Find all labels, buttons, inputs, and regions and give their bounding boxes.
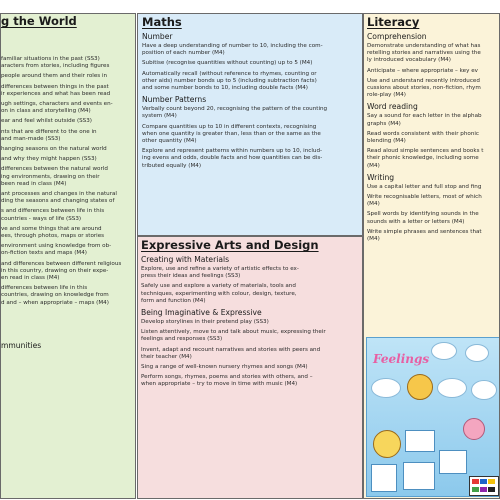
objective-line: ugh settings, characters and events en- <box>1 101 113 108</box>
objective-text <box>367 229 499 243</box>
understanding-title: g the World <box>1 14 77 28</box>
objective-line: (M4) <box>367 236 380 243</box>
objective-line: nts that are different to the one in <box>1 128 97 135</box>
objective-line: differences between the natural world <box>1 166 108 173</box>
activity-card <box>405 430 435 452</box>
objective-line: ear and feel whilst outside (SS3) <box>1 118 92 125</box>
objective-line: their phonic knowledge, including some <box>367 155 479 162</box>
objective-line: (M4) <box>367 162 380 169</box>
objective-text <box>142 43 360 57</box>
objective-text <box>1 129 121 143</box>
objective-line: position of each number (M4) <box>142 50 225 57</box>
objective-text <box>1 285 121 307</box>
objective-text <box>1 101 121 115</box>
objective-line: when one quantity is greater than, less than or the same as the <box>142 130 321 137</box>
objective-line: Anticipate – where appropriate – key ev <box>367 67 478 74</box>
objective-line: Say a sound for each letter in the alphab <box>367 113 482 120</box>
logo-icon <box>469 476 499 496</box>
objective-line: Perform songs, rhymes, poems and stories with others, and – <box>141 374 313 381</box>
objective-text <box>142 106 360 120</box>
objective-line: ant processes and changes in the natural <box>1 191 117 198</box>
objective-line: countries - ways of life (SS3) <box>1 215 82 222</box>
objective-line: and why they might happen (SS3) <box>1 156 97 163</box>
maths-title: Maths <box>142 15 182 29</box>
objective-line: and some number bonds to 10, including double facts (M4) <box>142 85 308 92</box>
objective-line: ing environments, drawing on their <box>1 173 100 180</box>
objective-text <box>141 329 360 343</box>
section-heading: Word reading <box>367 102 418 112</box>
objective-line: aracters from stories, including figures <box>1 63 110 70</box>
objective-line: familiar situations in the past (SS3) <box>1 56 100 62</box>
objective-line: ve and some things that are around <box>1 225 102 232</box>
objective-line: en read in class (M4) <box>1 275 60 282</box>
objective-text <box>142 148 360 170</box>
objective-line: Explore, use and refine a variety of artistic effects to ex- <box>141 266 299 272</box>
objective-text <box>1 56 121 70</box>
objective-text <box>1 84 121 98</box>
understanding-items <box>1 56 121 310</box>
objective-line: on in class and storytelling (M4) <box>1 108 91 115</box>
section-heading: Number Patterns <box>142 95 207 105</box>
objective-line: d and – when appropriate – maps (M4) <box>1 299 109 306</box>
objective-line: blending (M4) <box>367 138 406 145</box>
objective-line: s and differences between life in this <box>1 208 105 215</box>
objective-line: differences between life in this <box>1 285 88 292</box>
objective-line: and man-made (SS3) <box>1 135 61 142</box>
objective-line: Compare quantities up to 10 in different contexts, recognising <box>142 123 317 130</box>
objective-text <box>141 319 360 326</box>
literacy-content <box>367 15 499 246</box>
maths-sections <box>142 32 360 170</box>
objective-line: ly introduced vocabulary (M4) <box>367 57 451 64</box>
objective-text <box>142 71 360 93</box>
objective-line: form and function (M4) <box>141 297 206 304</box>
expressive-arts-panel <box>137 236 363 499</box>
objective-line: Subitise (recognise quantities without counting) up to 5 (M4) <box>142 60 313 67</box>
arts-sections <box>141 255 360 389</box>
objective-line: ing evens and odds, double facts and how quantities can be dis- <box>142 155 323 162</box>
section-heading: Writing <box>367 172 395 182</box>
objective-text <box>367 184 499 191</box>
objective-text <box>367 131 499 145</box>
objective-line: been read in class (M4) <box>1 180 67 187</box>
literacy-panel <box>363 13 500 499</box>
objective-line: Write recognisable letters, most of which <box>367 194 482 201</box>
objective-line: hanging seasons on the natural world <box>1 146 107 153</box>
objective-line: other aids) number bonds up to 5 (including subtraction facts) <box>142 77 317 84</box>
objective-line: Sing a range of well-known nursery rhymes and songs (M4) <box>141 364 308 371</box>
objective-text <box>1 226 121 240</box>
objective-line: and differences between different religious <box>1 260 122 267</box>
objective-line: feelings and responses (SS3) <box>141 336 223 343</box>
objective-text <box>1 191 121 205</box>
objective-text <box>367 148 499 170</box>
poster-title: Feelings <box>373 352 430 366</box>
section-heading: Being Imaginative & Expressive <box>141 308 262 318</box>
objective-line: Have a deep understanding of number to 10, including the com- <box>142 43 323 49</box>
objective-line: Read aloud simple sentences and books t <box>367 148 484 155</box>
objective-line: ees, through photos, maps or stories <box>1 233 105 240</box>
objective-line: environment using knowledge from ob- <box>1 243 112 250</box>
objective-text <box>367 211 499 225</box>
objective-line: techniques, experimenting with colour, design, texture, <box>141 290 297 297</box>
objective-line: Write simple phrases and sentences that <box>367 228 482 235</box>
objective-text <box>367 78 499 100</box>
objective-line: press their ideas and feelings (SS3) <box>141 273 241 280</box>
objective-text <box>141 374 360 388</box>
speech-bubble <box>471 380 497 400</box>
objective-text <box>1 118 121 125</box>
objective-text <box>141 283 360 305</box>
objective-text <box>141 266 360 280</box>
objective-text <box>141 364 360 371</box>
speech-bubble <box>371 378 401 398</box>
objective-text <box>1 261 121 283</box>
objective-text <box>1 208 121 222</box>
speech-bubble <box>465 344 489 362</box>
objective-line: when appropriate – try to move in time with music (M4) <box>141 381 298 388</box>
objective-line: sounds with a letter or letters (M4) <box>367 218 465 225</box>
objective-text <box>367 194 499 208</box>
objective-line: cussions about stories, non-fiction, rhym <box>367 85 481 92</box>
objective-text <box>1 166 121 188</box>
section-heading: Comprehension <box>367 32 427 41</box>
objective-text <box>142 124 360 146</box>
arts-title: Expressive Arts and Design <box>141 238 319 252</box>
objective-line: Listen attentively, move to and talk about music, expressing their <box>141 329 326 336</box>
feelings-poster-image <box>366 337 500 497</box>
objective-text <box>367 113 499 127</box>
objective-line: Use and understand recently introduced <box>367 77 480 84</box>
objective-line: Develop storylines in their pretend play (SS3) <box>141 319 269 326</box>
objective-line: Spell words by identifying sounds in the <box>367 211 479 218</box>
activity-card <box>403 462 435 490</box>
objective-line: on-fiction texts and maps (M4) <box>1 250 87 257</box>
activity-card <box>371 464 397 492</box>
objective-line: retelling stories and narratives using the <box>367 50 481 57</box>
objective-text <box>141 347 360 361</box>
objective-line: Demonstrate understanding of what has <box>367 43 481 49</box>
objective-line: role-play (M4) <box>367 92 406 99</box>
sun-face-icon <box>373 430 401 458</box>
objective-text <box>1 243 121 257</box>
speech-bubble <box>431 342 457 360</box>
objective-line: (M4) <box>367 201 380 208</box>
objective-text <box>367 43 499 65</box>
objective-text <box>1 156 121 163</box>
maths-content <box>142 15 360 173</box>
objective-line: Safely use and explore a variety of materials, tools and <box>141 283 296 290</box>
objective-text <box>1 73 121 80</box>
objective-line: Use a capital letter and full stop and fing <box>367 183 482 190</box>
objective-line: ir experiences and what has been read <box>1 90 111 97</box>
section-heading: Creating with Materials <box>141 255 230 264</box>
objective-line: in this country, drawing on their expe- <box>1 267 109 274</box>
understanding-the-world-panel <box>0 13 136 499</box>
objective-line: people around them and their roles in <box>1 73 108 80</box>
speech-bubble <box>437 378 467 398</box>
objective-text <box>1 146 121 153</box>
objective-line: Invent, adapt and recount narratives and stories with peers and <box>141 346 321 353</box>
literacy-title: Literacy <box>367 15 420 29</box>
arts-content <box>141 238 360 392</box>
objective-line: Automatically recall (without reference to rhymes, counting or <box>142 70 317 77</box>
maths-panel <box>137 13 363 236</box>
objective-text <box>142 60 360 67</box>
objective-line: Read words consistent with their phonic <box>367 130 480 137</box>
objective-text <box>367 68 499 75</box>
sun-face-icon <box>407 374 433 400</box>
face-icon <box>463 418 485 440</box>
objective-line: system (M4) <box>142 113 177 120</box>
objective-line: Verbally count beyond 20, recognising the pattern of the counting <box>142 106 328 113</box>
literacy-sections <box>367 32 499 243</box>
objective-line: Explore and represent patterns within numbers up to 10, includ- <box>142 148 323 155</box>
activity-card <box>439 450 467 474</box>
objective-line: their teacher (M4) <box>141 353 192 360</box>
objective-line: differences between things in the past <box>1 83 109 90</box>
objective-line: ding the seasons and changing states of <box>1 198 115 205</box>
communities-heading: mmunities <box>1 341 42 350</box>
objective-line: tributed equally (M4) <box>142 162 202 169</box>
objective-line: other quantity (M4) <box>142 138 197 145</box>
objective-line: countries, drawing on knowledge from <box>1 292 109 299</box>
objective-line: graphs (M4) <box>367 120 401 127</box>
section-heading: Number <box>142 32 173 41</box>
